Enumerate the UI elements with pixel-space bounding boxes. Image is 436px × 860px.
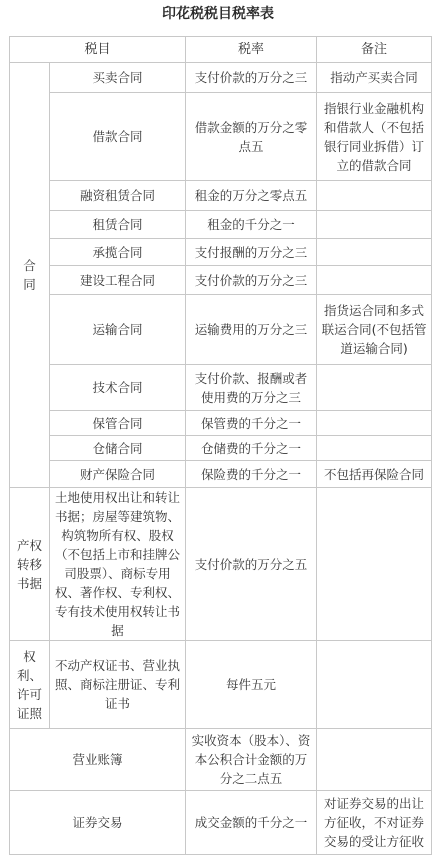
item-cell: 借款合同 (50, 93, 186, 181)
note-cell (317, 181, 432, 211)
item-cell: 证券交易 (10, 791, 186, 855)
rate-cell: 支付价款的万分之五 (186, 488, 317, 641)
item-cell: 租赁合同 (50, 211, 186, 239)
rate-cell: 租金的万分之零点五 (186, 181, 317, 211)
category-contract (10, 63, 50, 488)
item-cell: 建设工程合同 (50, 266, 186, 295)
table-row (10, 461, 432, 488)
table-row (10, 239, 432, 266)
table-row (10, 729, 432, 791)
table-row (10, 93, 432, 181)
rate-cell: 成交金额的千分之一 (186, 791, 317, 855)
item-cell: 融资租赁合同 (50, 181, 186, 211)
note-cell: 对证券交易的出让方征收，不对证券交易的受让方征收 (317, 791, 432, 855)
table-row (10, 641, 432, 729)
header-note: 备注 (317, 37, 432, 63)
rate-cell: 支付价款的万分之三 (186, 63, 317, 93)
table-row (10, 791, 432, 855)
page-title: 印花税税目税率表 (162, 6, 274, 22)
note-cell: 指银行业金融机构和借款人（不包括银行同业拆借）订立的借款合同 (317, 93, 432, 181)
rate-cell: 支付价款、报酬或者使用费的万分之三 (186, 365, 317, 411)
category-license (10, 641, 50, 729)
table-row (10, 436, 432, 461)
category-label: 合 同 (23, 258, 36, 292)
rate-cell: 仓储费的千分之一 (186, 436, 317, 461)
table-row (10, 266, 432, 295)
note-cell (317, 211, 432, 239)
table-row (10, 181, 432, 211)
tax-rate-table (9, 36, 432, 855)
rate-cell: 租金的千分之一 (186, 211, 317, 239)
category-label: 权 利、 许可 证照 (16, 648, 42, 721)
note-cell (317, 239, 432, 266)
table-row (10, 211, 432, 239)
note-cell (317, 365, 432, 411)
note-cell (317, 729, 432, 791)
header-item: 税目 (10, 37, 186, 63)
note-cell (317, 266, 432, 295)
item-cell: 运输合同 (50, 295, 186, 365)
rate-cell: 支付报酬的万分之三 (186, 239, 317, 266)
rate-cell: 每件五元 (186, 641, 317, 729)
note-cell (317, 436, 432, 461)
rate-cell: 保管费的千分之一 (186, 411, 317, 436)
table-row (10, 488, 432, 641)
note-cell: 不包括再保险合同 (317, 461, 432, 488)
category-property-transfer (10, 488, 50, 641)
header-row (10, 37, 432, 63)
item-cell: 不动产权证书、营业执照、商标注册证、专利证书 (50, 641, 186, 729)
header-rate: 税率 (186, 37, 317, 63)
item-cell: 财产保险合同 (50, 461, 186, 488)
note-cell (317, 641, 432, 729)
item-cell: 技术合同 (50, 365, 186, 411)
rate-cell: 运输费用的万分之三 (186, 295, 317, 365)
item-cell: 仓储合同 (50, 436, 186, 461)
note-cell: 指货运合同和多式联运合同(不包括管道运输合同) (317, 295, 432, 365)
rate-cell: 实收资本（股本）、资本公积合计金额的万分之二点五 (186, 729, 317, 791)
table-row (10, 411, 432, 436)
item-cell: 营业账簿 (10, 729, 186, 791)
note-cell (317, 488, 432, 641)
rate-cell: 借款金额的万分之零点五 (186, 93, 317, 181)
item-cell: 买卖合同 (50, 63, 186, 93)
table-row (10, 365, 432, 411)
table-row (10, 63, 432, 93)
category-label: 产权 转移 书据 (16, 537, 42, 591)
note-cell (317, 411, 432, 436)
item-cell: 保管合同 (50, 411, 186, 436)
rate-cell: 保险费的千分之一 (186, 461, 317, 488)
table-row (10, 295, 432, 365)
item-cell: 土地使用权出让和转让书据；房屋等建筑物、构筑物所有权、股权（不包括上市和挂牌公司股票）、商标专用权、著作权、专利权、专有技术使用权转让书据 (50, 488, 186, 641)
note-cell: 指动产买卖合同 (317, 63, 432, 93)
item-cell: 承揽合同 (50, 239, 186, 266)
rate-cell: 支付价款的万分之三 (186, 266, 317, 295)
